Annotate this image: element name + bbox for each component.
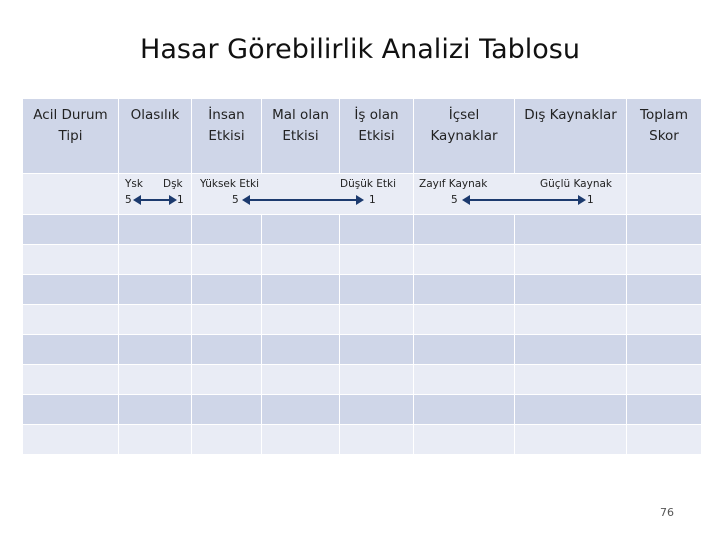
etki-high-label: Yüksek Etki: [200, 178, 260, 190]
header-acil-durum-tipi: Acil Durum Tipi: [23, 99, 119, 174]
header-icsel-kaynaklar: İçsel Kaynaklar: [414, 99, 515, 174]
table-row: [23, 425, 702, 455]
table-row: [23, 365, 702, 395]
scale-olasilik: [119, 174, 192, 215]
header-row: [23, 99, 702, 174]
header-insan-etkisi: İnsan Etkisi: [192, 99, 262, 174]
table-row: [23, 395, 702, 425]
header-toplam-skor: Toplam Skor: [627, 99, 702, 174]
olasilik-scale-arrow: [139, 199, 171, 201]
scale-row: [23, 174, 702, 215]
olasilik-low-value: 1: [177, 194, 184, 206]
etki-low-label: Düşük Etki: [340, 178, 397, 190]
olasilik-high-value: 5: [125, 194, 132, 206]
scale-etki: [192, 174, 414, 215]
header-olasilik: Olasılık: [119, 99, 192, 174]
page-number: 76: [660, 506, 674, 519]
kaynak-low-value: 5: [451, 194, 458, 206]
header-mal-olan-etkisi: Mal olan Etkisi: [262, 99, 340, 174]
olasilik-high-label: Ysk: [125, 178, 143, 190]
vulnerability-analysis-table: [22, 98, 702, 455]
kaynak-low-label: Zayıf Kaynak: [419, 178, 488, 190]
table-row: [23, 245, 702, 275]
table-row: [23, 275, 702, 305]
olasilik-low-label: Dşk: [163, 178, 183, 190]
kaynak-high-value: 1: [587, 194, 594, 206]
header-is-olan-etkisi: İş olan Etkisi: [340, 99, 414, 174]
kaynak-high-label: Güçlü Kaynak: [540, 178, 612, 190]
table-row: [23, 215, 702, 245]
etki-scale-arrow: [248, 199, 358, 201]
kaynak-scale-arrow: [468, 199, 580, 201]
scale-cell-empty: [23, 174, 119, 215]
etki-low-value: 1: [369, 194, 376, 206]
scale-cell-toplam: [627, 174, 702, 215]
table-row: [23, 335, 702, 365]
scale-kaynak: [414, 174, 627, 215]
table-row: [23, 305, 702, 335]
etki-high-value: 5: [232, 194, 239, 206]
header-dis-kaynaklar: Dış Kaynaklar: [515, 99, 627, 174]
page-title: Hasar Görebilirlik Analizi Tablosu: [140, 34, 580, 65]
